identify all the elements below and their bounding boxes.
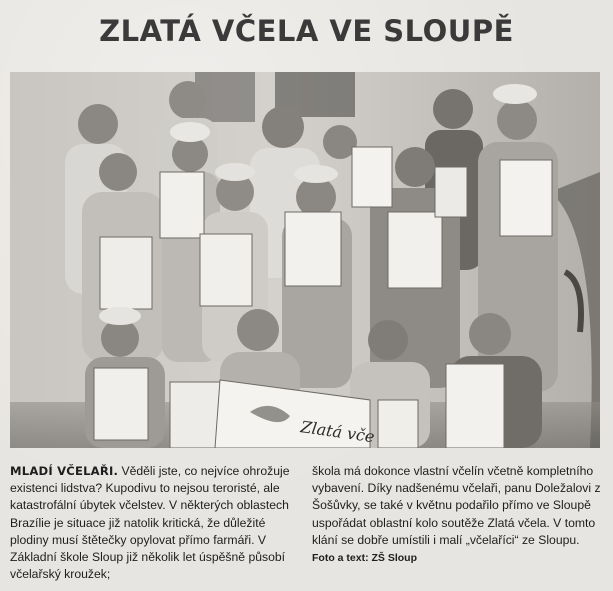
article-column-left [10,463,296,583]
photo-credit: Foto a text: ZŠ Sloup [312,552,417,565]
article-lead: MLADÍ VČELAŘI. [10,464,119,478]
group-photo [10,72,600,448]
article-headline: ZLATÁ VČELA VE SLOUPĚ [99,14,514,48]
article-column-right [312,463,604,567]
article-text-left: Věděli jste, co nejvíce ohrožuje existenci lidstva? Kupodivu to nejsou teroristé, ale katastrofální úbytek včelstev. V některých oblastech Brazílie je situace již natolik kritická, že důležité plodiny musí štětečky opylovat přímo farmáři. V Základní škole Sloup již několik let úspěšně působí včelařský kroužek; [10,464,290,582]
article-text-right: škola má dokonce vlastní včelín včetně kompletního vybavení. Díky nadšenému včelaři, panu Doležalovi z Šošůvky, se také v květnu podařilo přímo ve Sloupě uspořádat oblastní kolo soutěže Zlatá včela. V tomto klání se dobře umístili i malí „včelaříci“ ze Sloupu. [312,464,601,547]
banner-text: Zlatá vče [299,417,376,447]
